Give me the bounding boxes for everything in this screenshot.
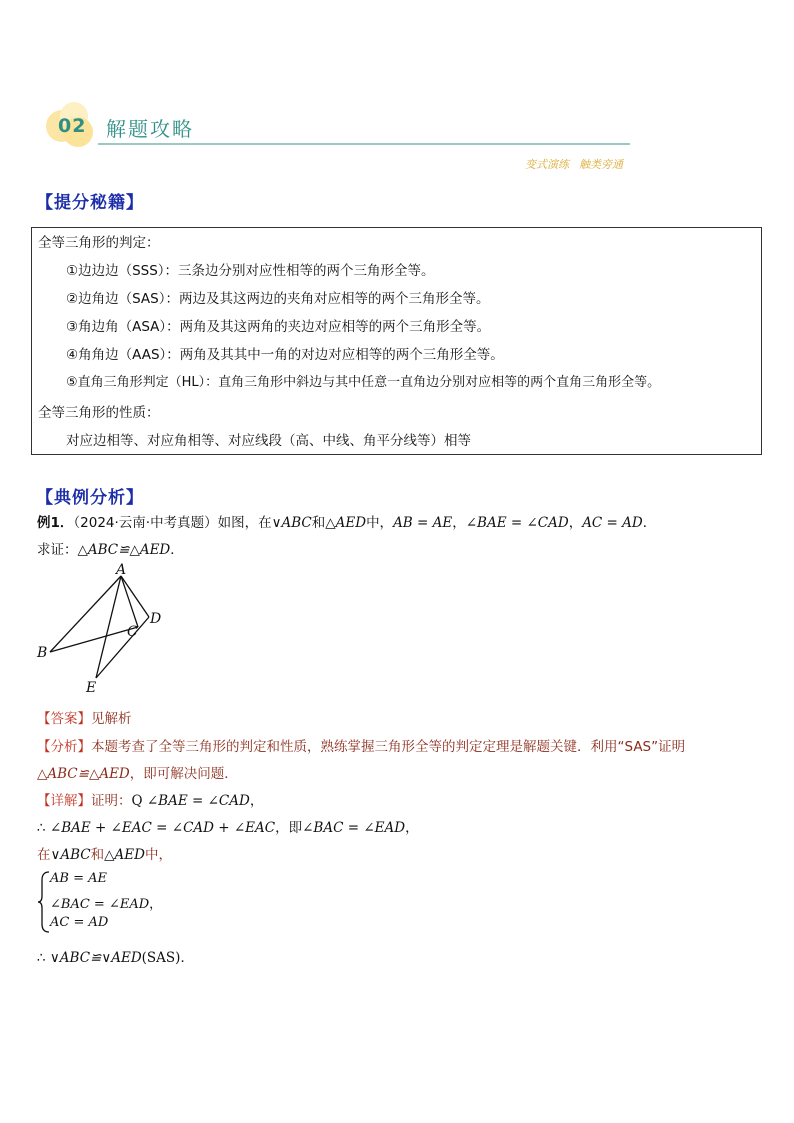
segment-ad	[121, 576, 149, 617]
conclusion-line	[37, 946, 194, 966]
tips-rule-aas: ④角角边（AAS）：两角及其其中一角的对边对应相等的两个三角形全等。	[66, 347, 504, 363]
detail-line-1	[37, 789, 263, 809]
segment-bc	[50, 627, 138, 652]
system-line-1: AB = AE	[50, 871, 107, 886]
system-comma: ，	[149, 897, 163, 912]
figure-label-c: C	[127, 624, 138, 640]
detail-intro: 证明：	[91, 793, 132, 809]
conclusion-statement: ∨ABC≌∨AED	[49, 950, 142, 966]
tips-rule-sss: ①边边边（SSS）：三条边分别对应性相等的两个三角形全等。	[66, 263, 435, 279]
example-condition-1: AB = AE	[393, 515, 453, 531]
prove-statement: △ABC≌△AED	[77, 542, 171, 558]
example-prove-line	[37, 538, 184, 558]
in-text-3: 中，	[144, 847, 172, 863]
example-period: ．	[642, 515, 657, 531]
in-text-1: 在	[37, 847, 51, 863]
example-text-3: 中，	[366, 515, 394, 531]
segment-ab	[50, 576, 121, 652]
analysis-label: 【分析】	[37, 739, 91, 755]
answer-label: 【答案】	[37, 711, 91, 727]
detail-label: 【详解】	[37, 793, 91, 809]
header-number: 02	[58, 115, 87, 137]
tips-judge-title: 全等三角形的判定：	[38, 235, 160, 251]
system-line-3: AC = AD	[50, 915, 109, 930]
example-sep-2: ，	[568, 515, 583, 531]
system-brace	[37, 870, 51, 934]
detail-step-2-comma: ，	[405, 820, 419, 836]
detail-line-3	[37, 843, 172, 863]
example-source: （2024·云南·中考真题）	[73, 515, 218, 531]
segment-ac	[121, 576, 138, 627]
example-condition-2: ∠BAE = ∠CAD	[465, 515, 569, 531]
detail-step-2-mid: ，即	[275, 820, 303, 836]
analysis-line-1	[37, 735, 685, 755]
in-triangle-aed: △AED	[104, 847, 145, 863]
tips-property-text: 对应边相等、对应角相等、对应线段（高、中线、角平分线等）相等	[66, 433, 471, 449]
prove-label: 求证：	[37, 542, 78, 558]
tips-rule-sas: ②边角边（SAS）：两边及其这两边的夹角对应相等的两个三角形全等。	[66, 291, 490, 307]
detail-step-2b: ∠BAC = ∠EAD	[302, 820, 406, 836]
detail-step-1-comma: ，	[249, 793, 264, 809]
example-label: 例1．	[37, 515, 74, 531]
conclusion-period: ．	[180, 950, 194, 966]
therefore-symbol-1: ∴	[37, 820, 46, 836]
answer-text: 见解析	[91, 711, 132, 727]
because-symbol: Q	[131, 793, 143, 809]
conclusion-reason: (SAS)	[141, 950, 181, 966]
figure-label-b: B	[37, 645, 48, 661]
analysis-tail: ，即可解决问题．	[129, 766, 238, 782]
tips-rule-hl: ⑤直角三角形判定（HL）：直角三角形中斜边与其中任意一直角边分别对应相等的两个直角三角形全等。	[66, 375, 661, 390]
header-subtitle-left: 变式演练	[525, 158, 569, 171]
header-subtitle	[525, 156, 633, 172]
figure-label-d: D	[150, 611, 162, 627]
example-condition-3: AC = AD	[582, 515, 643, 531]
detail-line-2	[37, 816, 419, 836]
header-rule	[98, 143, 630, 145]
example-text-1: 如图，在	[217, 515, 272, 531]
analysis-line-2	[37, 762, 238, 782]
prove-period: ．	[170, 542, 184, 558]
in-triangle-abc: ∨ABC	[50, 847, 91, 863]
system-line-2: ∠BAC = ∠EAD	[50, 897, 150, 912]
in-text-2: 和	[90, 847, 105, 863]
example-sep-1: ，	[452, 515, 466, 531]
tips-rule-asa: ③角边角（ASA）：两角及其这两角的夹边对应相等的两个三角形全等。	[66, 319, 491, 335]
example-triangle-abc: ∨ABC	[271, 515, 312, 531]
detail-step-2: ∠BAE + ∠EAC = ∠CAD + ∠EAC	[49, 820, 276, 836]
analysis-statement: △ABC≌△AED	[37, 766, 130, 782]
header-subtitle-right: 触类旁通	[579, 158, 623, 171]
example-problem-line	[37, 511, 656, 531]
therefore-symbol-2: ∴	[37, 950, 46, 966]
example-triangle-aed: △AED	[325, 515, 367, 531]
tips-section-title: 【提分秘籍】	[36, 193, 144, 213]
detail-step-1: ∠BAE = ∠CAD	[146, 793, 250, 809]
analysis-text: 本题考查了全等三角形的判定和性质，熟练掌握三角形全等的判定定理是解题关键．利用“SAS”证明	[91, 739, 686, 755]
figure-label-e: E	[86, 680, 97, 696]
system-line-2-wrap	[50, 893, 162, 912]
answer-line	[37, 707, 132, 727]
header-title: 解题攻略	[106, 117, 194, 141]
example-section-title: 【典例分析】	[36, 488, 144, 508]
figure-label-a: A	[116, 562, 127, 578]
example-text-2: 和	[311, 515, 326, 531]
tips-property-title: 全等三角形的性质：	[38, 405, 160, 421]
geometry-figure	[30, 560, 180, 700]
